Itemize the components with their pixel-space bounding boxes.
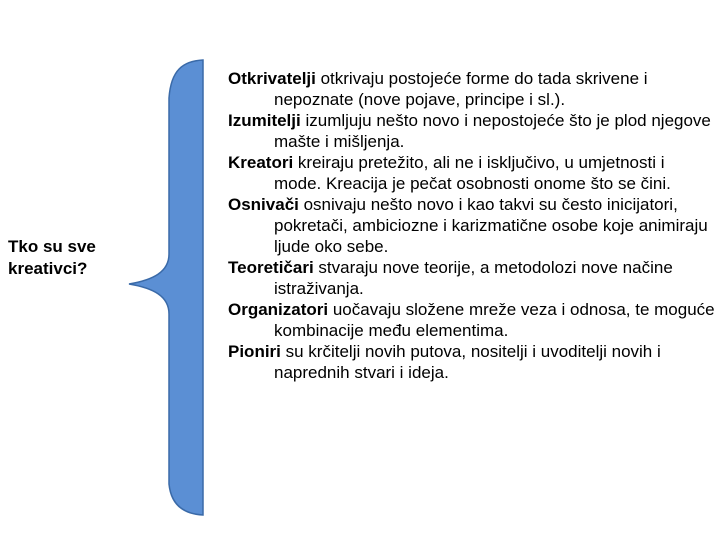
item-term: Organizatori — [228, 300, 329, 319]
curly-brace-shape — [125, 58, 207, 518]
list-item — [228, 110, 716, 152]
item-description: stvaraju nove teorije, a metodolozi nove načine istraživanja. — [274, 258, 673, 298]
item-description: su krčitelji novih putova, nositelji i uvoditelji novih i naprednih stvari i ideja. — [274, 342, 661, 382]
brace-path — [129, 60, 203, 515]
question-line-2: kreativci? — [8, 259, 88, 278]
list-item — [228, 152, 716, 194]
item-term: Otkrivatelji — [228, 69, 316, 88]
list-item — [228, 341, 716, 383]
item-term: Teoretičari — [228, 258, 314, 277]
list-item — [228, 299, 716, 341]
item-description: otkrivaju postojeće forme do tada skrivene i nepoznate (nove pojave, principe i sl.). — [274, 69, 648, 109]
item-term: Kreatori — [228, 153, 294, 172]
list-item — [228, 68, 716, 110]
item-description: osnivaju nešto novo i kao takvi su često inicijatori, pokretači, ambiciozne i karizmatične osobe koje animiraju ljude oko sebe. — [274, 195, 708, 256]
item-description: uočavaju složene mreže veza i odnosa, te moguće kombinacije među elementima. — [274, 300, 715, 340]
item-term: Pioniri — [228, 342, 281, 361]
item-description: izumljuju nešto novo i nepostojeće što je plod njegove mašte i mišljenja. — [274, 111, 711, 151]
item-term: Osnivači — [228, 195, 299, 214]
creators-list — [228, 68, 716, 383]
list-item — [228, 194, 716, 257]
item-term: Izumitelji — [228, 111, 301, 130]
list-item — [228, 257, 716, 299]
item-description: kreiraju pretežito, ali ne i isključivo, u umjetnosti i mode. Kreacija je pečat osobnosti onome što se čini. — [274, 153, 671, 193]
question-line-1: Tko su sve — [8, 237, 96, 256]
